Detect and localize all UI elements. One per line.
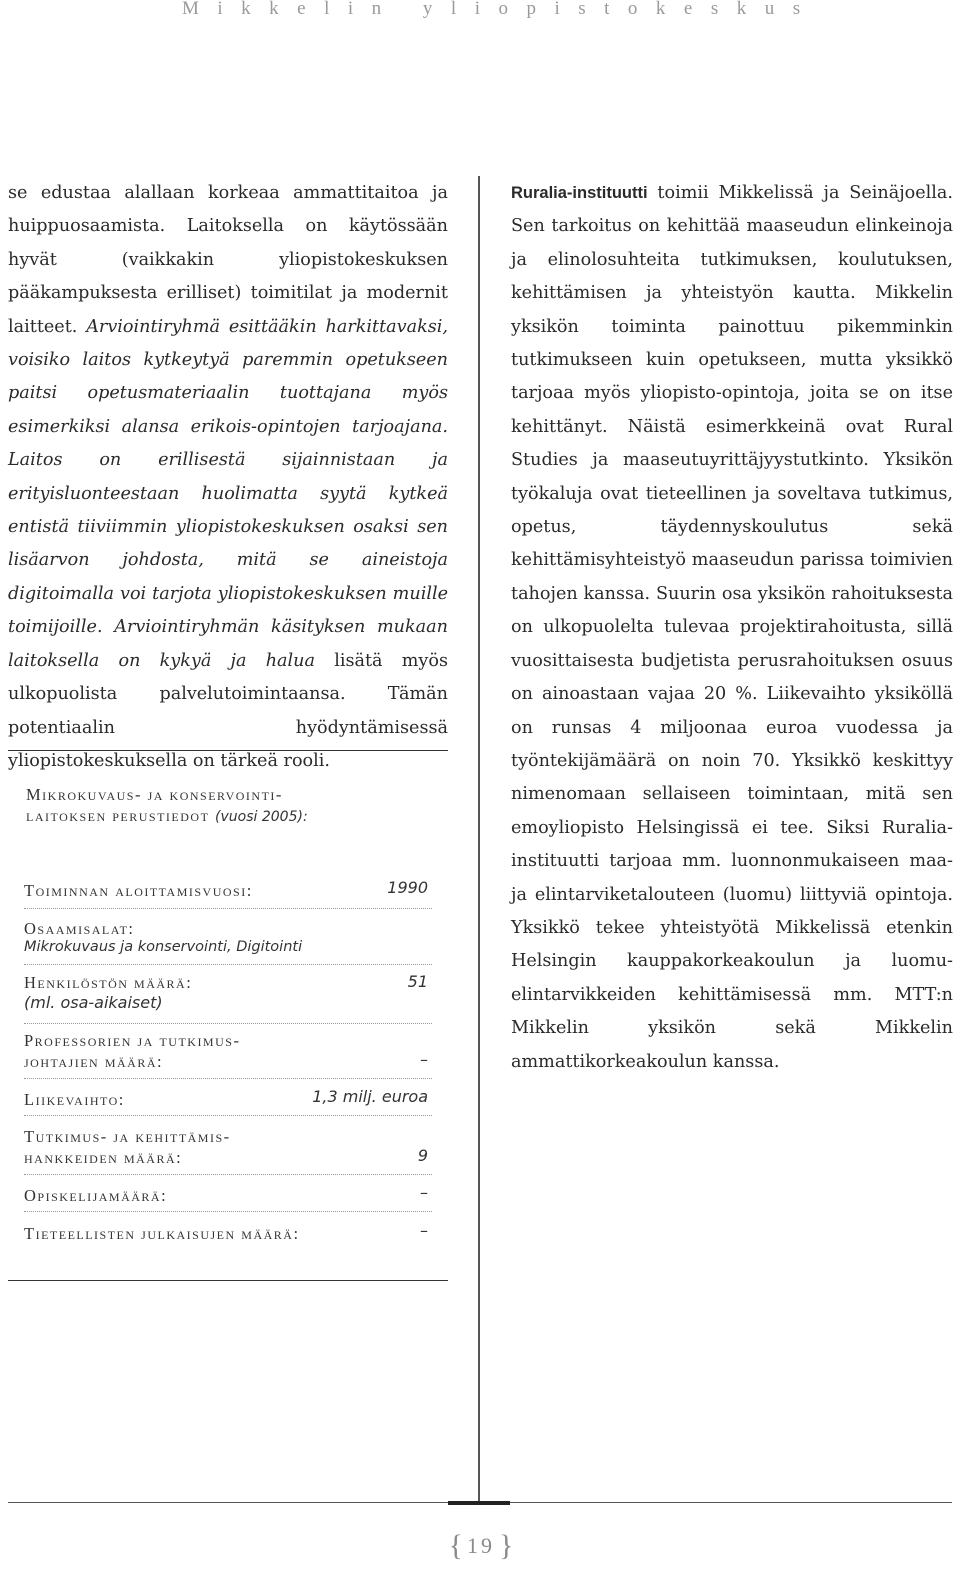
fact-row-students [24,1183,432,1212]
right-text: toimii Mikkelissä ja Seinäjoella. Sen tarkoitus on kehittää maaseudun elinkeinoja ja elinolosuhteita tutkimuksen, koulutuksen, kehittämisen ja yhteistyön kautta. Mikkelin yksikön toiminta painottuu pikemminkin tutkimukseen kuin opetukseen, mutta yksikkö tarjoaa myös yliopisto-opintoja, joita se on itse kehittänyt. Näistä esimerkkeinä ovat Rural Studies ja maaseutuyrittäjyystutkinto. Yksikön työkaluja ovat tieteellinen ja soveltava tutkimus, opetus, täydennyskoulutus sekä kehittämisyhteistyö maaseudun parissa toimivien tahojen kanssa. Suurin osa yksikön rahoituksesta on ulkopuolelta tulevaa projektirahoitusta, sillä vuosittaisesta budjetista perusrahoituksen osuus on ainoastaan vajaa 20 %. Liikevaihto yksiköllä on runsas 4 miljoonaa euroa vuodessa ja työntekijämäärä on noin 70. Yksikkö keskittyy nimenomaan sellaiseen toimintaan, mitä sen emoyliopisto Helsingissä ei tee. Siksi Ruralia-instituutti tarjoaa mm. luonnonmukaiseen maa- ja elintarviketalouteen (luomu) liittyviä opintoja. Yksikkö tekee yhteistyötä Mikkelissä etenkin Helsingin kauppakorkeakoulun ja luomu-elintarvikkeiden kehittämisessä mm. MTT:n Mikkelin yksikön sekä Mikkelin ammattikorkeakoulun kanssa. [511,183,953,1072]
fact-label: Osaamisalat: [24,919,135,938]
fact-label: Toiminnan aloittamisvuosi: [24,881,253,900]
fact-value: 1990 [387,878,428,897]
fact-box-top-rule [8,750,448,751]
brace-left: { [448,1529,463,1562]
fact-label: Professorien ja tutkimus- [24,1031,241,1050]
fact-sub: Mikrokuvaus ja konservointi, Digitointi [24,939,303,955]
fact-value: – [420,1050,428,1069]
column-divider [478,176,480,1503]
fact-value: 1,3 milj. euroa [312,1087,428,1106]
fact-row-staff [24,972,432,1024]
left-text-regular: se edustaa alallaan korkeaa ammattitaitoa ja huippuosaamista. Laitoksella on käytössään hyvät (vaikkakin yliopistokeskuksen pääkampuksesta erilliset) toimitilat ja modernit laitteet. [8,183,448,337]
fact-row-turnover [24,1087,432,1116]
right-paragraph [511,177,953,1079]
fact-row-publications [24,1221,432,1249]
left-column [8,177,448,778]
fact-value: – [420,1183,428,1202]
fact-box-title-line1: Mikrokuvaus- ja konservointi- [26,785,283,804]
left-text-tail: lisätä myös ulkopuolista palvelutoimintaansa. Tämän potentiaalin hyödyntämisessä yliopistokeskuksella on tärkeä rooli. [8,650,448,771]
fact-label: Opiskelijamäärä: [24,1186,168,1205]
fact-sub: (ml. osa-aikaiset) [24,993,163,1012]
right-lead: Ruralia-instituutti [511,184,648,202]
fact-box-title [26,784,426,828]
page-number-value: 19 [467,1533,495,1558]
fact-label-line2: hankkeiden määrä: [24,1148,183,1167]
fact-label: Tutkimus- ja kehittämis- [24,1127,231,1146]
fact-label: Tieteellisten julkaisujen määrä: [24,1224,300,1243]
running-header: Mikkelin yliopistokeskus [182,0,819,19]
fact-row-start-year [24,878,432,909]
fact-row-expertise [24,916,432,965]
left-text-italic: Arviointiryhmä esittääkin harkittavaksi, voisiko laitos kytkeytyä paremmin opetukseen paitsi opetusmateriaalin tuottajana myös esimerkiksi alansa erikois-opintojen tarjoajana. Laitos on erillisestä sijainnistaan ja erityisluonteestaan huolimatta syytä kytkeä entistä tiiviimmin yliopistokeskuksen osaksi sen lisäarvon johdosta, mitä se aineistoja digitoimalla voi tarjota yliopistokeskuksen muille toimijoille. Arviointiryhmän käsityksen mukaan laitoksella on kykyä ja halua [8,316,448,671]
fact-row-projects [24,1126,432,1175]
fact-label: Henkilöstön määrä: [24,973,193,992]
left-paragraph [8,177,448,778]
fact-box-bottom-rule [8,1280,448,1281]
brace-right: } [499,1529,514,1562]
fact-value: – [420,1221,428,1240]
fact-label: Liikevaihto: [24,1090,125,1109]
footer-rule-accent [448,1501,510,1505]
fact-value: 9 [417,1146,428,1165]
fact-box-year: (vuosi 2005): [215,809,308,825]
fact-row-professors [24,1030,432,1079]
fact-value: 51 [407,972,428,991]
fact-label-line2: johtajien määrä: [24,1052,164,1071]
right-column [511,177,953,1079]
page-number [436,1529,526,1563]
fact-box-title-line2: laitoksen perustiedot (vuosi 2005): [26,806,308,825]
